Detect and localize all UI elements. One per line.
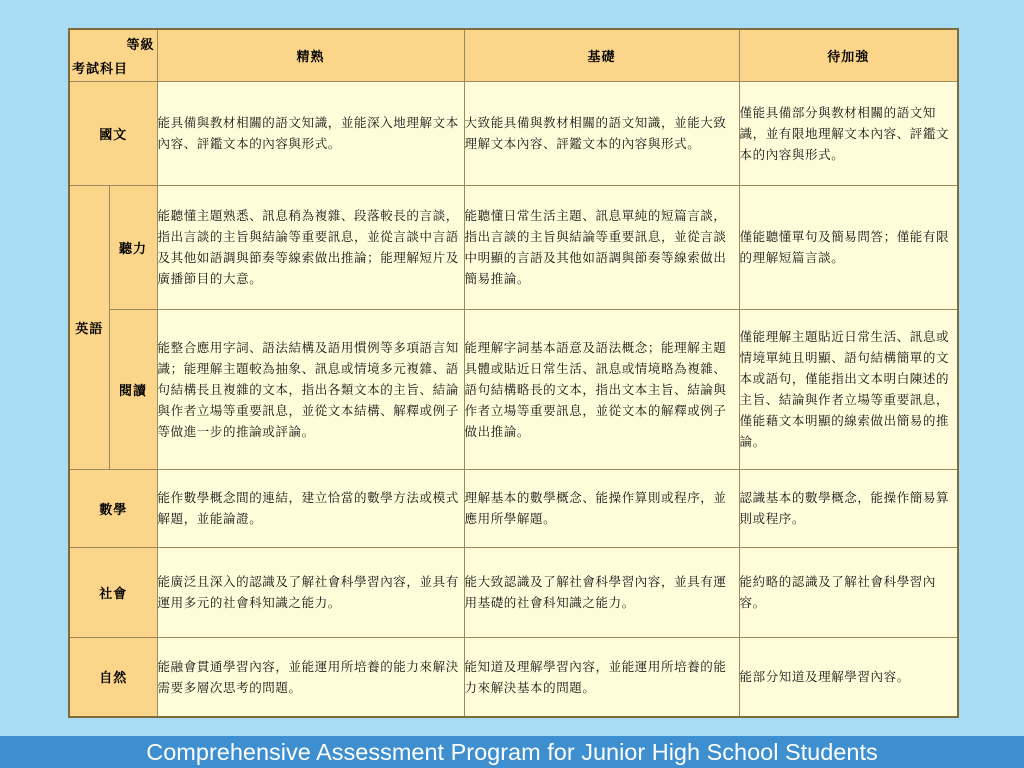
- proficient-cell: 能聽懂主題熟悉、訊息稍為複雜、段落較長的言談，指出言談的主旨與結論等重要訊息，並從言談中言語及其他如語調與節奏等線索做出推論；能理解短片及廣播節目的大意。: [157, 185, 464, 309]
- table-row: [69, 637, 958, 717]
- basic-cell: 能大致認識及了解社會科學習內容，並具有運用基礎的社會科知識之能力。: [464, 547, 739, 637]
- sub-subject-reading: 閱讀: [109, 309, 157, 469]
- assessment-table: [68, 28, 959, 718]
- corner-subject-label: 考試科目: [72, 61, 129, 77]
- proficient-cell: 能廣泛且深入的認識及了解社會科學習內容，並具有運用多元的社會科知識之能力。: [157, 547, 464, 637]
- subject-cell-math: 數學: [69, 469, 157, 547]
- needs-improvement-cell: 僅能理解主題貼近日常生活、訊息或情境單純且明顯、語句結構簡單的文本或語句，僅能指出文本明白陳述的主旨、結論與作者立場等重要訊息，僅能藉文本明顯的線索做出簡易的推論。: [739, 309, 958, 469]
- basic-cell: 能聽懂日常生活主題、訊息單純的短篇言談，指出言談的主旨與結論等重要訊息，並從言談中明顯的言語及其他如語調與節奏等線索做出簡易推論。: [464, 185, 739, 309]
- table-row: [69, 81, 958, 185]
- table-row: [69, 469, 958, 547]
- subject-cell-science: 自然: [69, 637, 157, 717]
- basic-cell: 理解基本的數學概念、能操作算則或程序，並應用所學解題。: [464, 469, 739, 547]
- level-header-basic: 基礎: [464, 29, 739, 81]
- header-row: [69, 29, 958, 81]
- table-row: [69, 547, 958, 637]
- corner-level-label: 等級: [126, 38, 155, 53]
- needs-improvement-cell: 能部分知道及理解學習內容。: [739, 637, 958, 717]
- table-row: [69, 309, 958, 469]
- subject-cell-chinese: 國文: [69, 81, 157, 185]
- corner-header: [69, 29, 157, 81]
- footer-title: Comprehensive Assessment Program for Junior High School Students: [0, 736, 1024, 768]
- subject-cell-english: 英語: [69, 185, 109, 469]
- basic-cell: 能理解字詞基本語意及語法概念；能理解主題具體或貼近日常生活、訊息或情境略為複雜、語句結構略長的文本，指出文本主旨、結論與作者立場等重要訊息，並從文本的解釋或例子做出推論。: [464, 309, 739, 469]
- title-bar: [0, 0, 1024, 28]
- basic-cell: 大致能具備與教材相關的語文知識，並能大致理解文本內容、評鑑文本的內容與形式。: [464, 81, 739, 185]
- level-header-needs-improvement: 待加強: [739, 29, 958, 81]
- proficient-cell: 能融會貫通學習內容，並能運用所培養的能力來解決需要多層次思考的問題。: [157, 637, 464, 717]
- needs-improvement-cell: 能約略的認識及了解社會科學習內容。: [739, 547, 958, 637]
- table-row: [69, 185, 958, 309]
- basic-cell: 能知道及理解學習內容，並能運用所培養的能力來解決基本的問題。: [464, 637, 739, 717]
- proficient-cell: 能作數學概念間的連結，建立恰當的數學方法或模式解題，並能論證。: [157, 469, 464, 547]
- proficient-cell: 能整合應用字詞、語法結構及語用慣例等多項語言知識；能理解主題較為抽象、訊息或情境多元複雜、語句結構長且複雜的文本，指出各類文本的主旨、結論與作者立場等重要訊息，並從文本結構、解釋或例子等做進一步的推論或評論。: [157, 309, 464, 469]
- proficient-cell: 能具備與教材相關的語文知識，並能深入地理解文本內容、評鑑文本的內容與形式。: [157, 81, 464, 185]
- needs-improvement-cell: 認識基本的數學概念，能操作簡易算則或程序。: [739, 469, 958, 547]
- needs-improvement-cell: 僅能具備部分與教材相關的語文知識，並有限地理解文本內容、評鑑文本的內容與形式。: [739, 81, 958, 185]
- assessment-table-container: [68, 28, 957, 716]
- subject-cell-social: 社會: [69, 547, 157, 637]
- level-header-proficient: 精熟: [157, 29, 464, 81]
- sub-subject-listening: 聽力: [109, 185, 157, 309]
- needs-improvement-cell: 僅能聽懂單句及簡易問答；僅能有限的理解短篇言談。: [739, 185, 958, 309]
